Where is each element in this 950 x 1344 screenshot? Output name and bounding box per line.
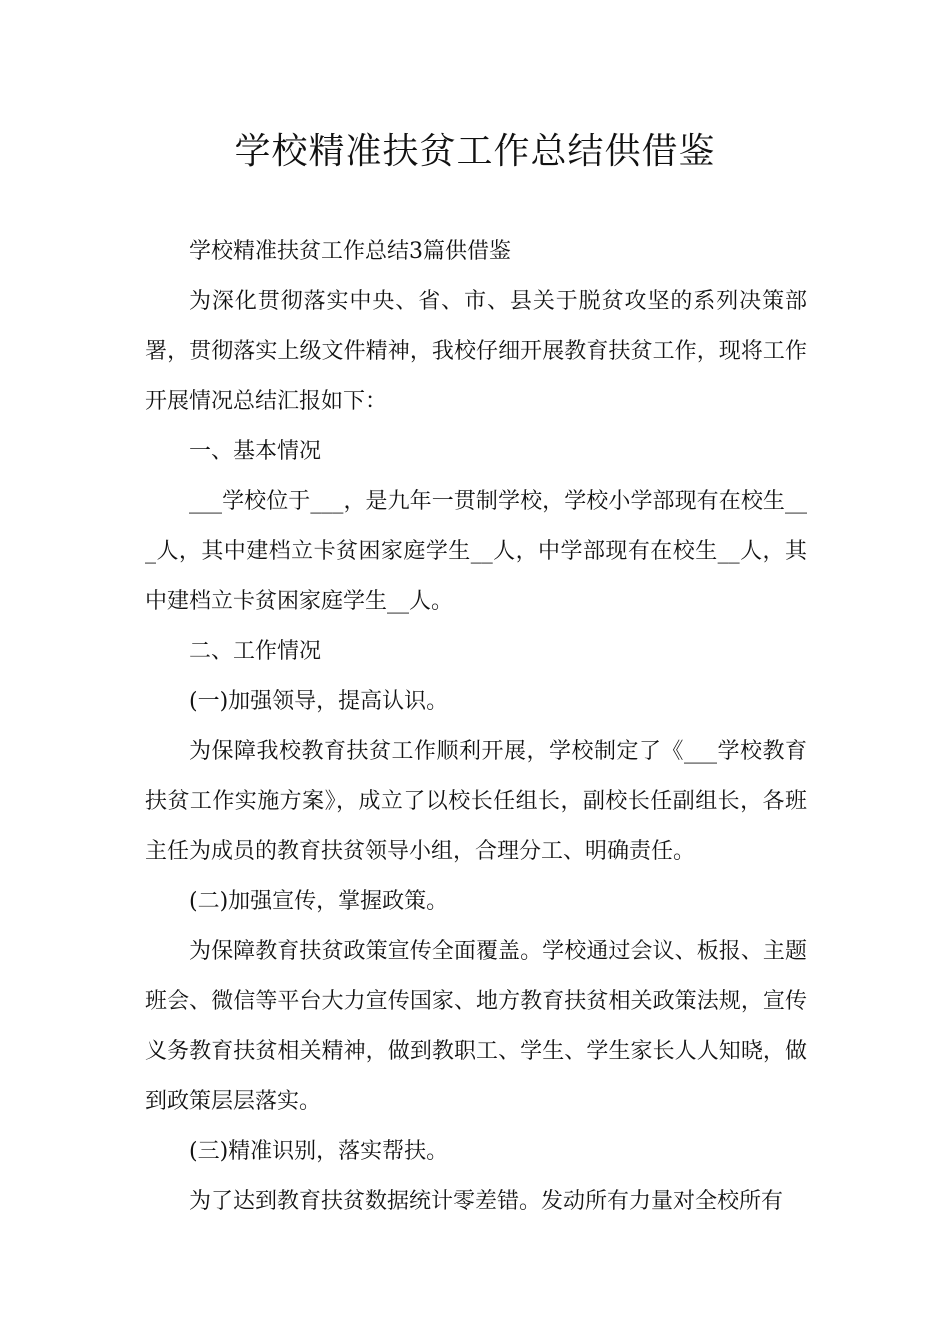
leadership-paragraph: 为保障我校教育扶贫工作顺利开展，学校制定了《___学校教育扶贫工作实施方案》，成立了以校长任组长，副校长任副组长，各班主任为成员的教育扶贫领导小组，合理分工、明确责任。 (145, 739, 807, 864)
subheading-leadership: (一)加强领导，提高认识。 (189, 689, 449, 714)
section-heading-basic: 一、基本情况 (189, 439, 322, 464)
section-heading-work: 二、工作情况 (189, 639, 322, 664)
publicity-paragraph: 为保障教育扶贫政策宣传全面覆盖。学校通过会议、板报、主题班会、微信等平台大力宣传国家、地方教育扶贫相关政策法规，宣传义务教育扶贫相关精神，做到教职工、学生、学生家长人人知晓，做到政策层层落实。 (145, 939, 807, 1114)
intro-paragraph: 为深化贯彻落实中央、省、市、县关于脱贫攻坚的系列决策部署，贯彻落实上级文件精神，我校仔细开展教育扶贫工作，现将工作开展情况总结汇报如下： (145, 289, 807, 414)
document-title: 学校精准扶贫工作总结供借鉴 (234, 131, 716, 172)
identification-paragraph: 为了达到教育扶贫数据统计零差错。发动所有力量对全校所有 (189, 1189, 784, 1214)
document-body (145, 227, 807, 1227)
basic-info-paragraph: ___学校位于___，是九年一贯制学校，学校小学部现有在校生___人，其中建档立卡贫困家庭学生__人，中学部现有在校生__人，其中建档立卡贫困家庭学生__人。 (145, 489, 807, 614)
subheading-identification: (三)精准识别，落实帮扶。 (189, 1139, 449, 1164)
subtitle-paragraph: 学校精准扶贫工作总结3篇供借鉴 (189, 239, 511, 264)
subheading-publicity: (二)加强宣传，掌握政策。 (189, 889, 449, 914)
